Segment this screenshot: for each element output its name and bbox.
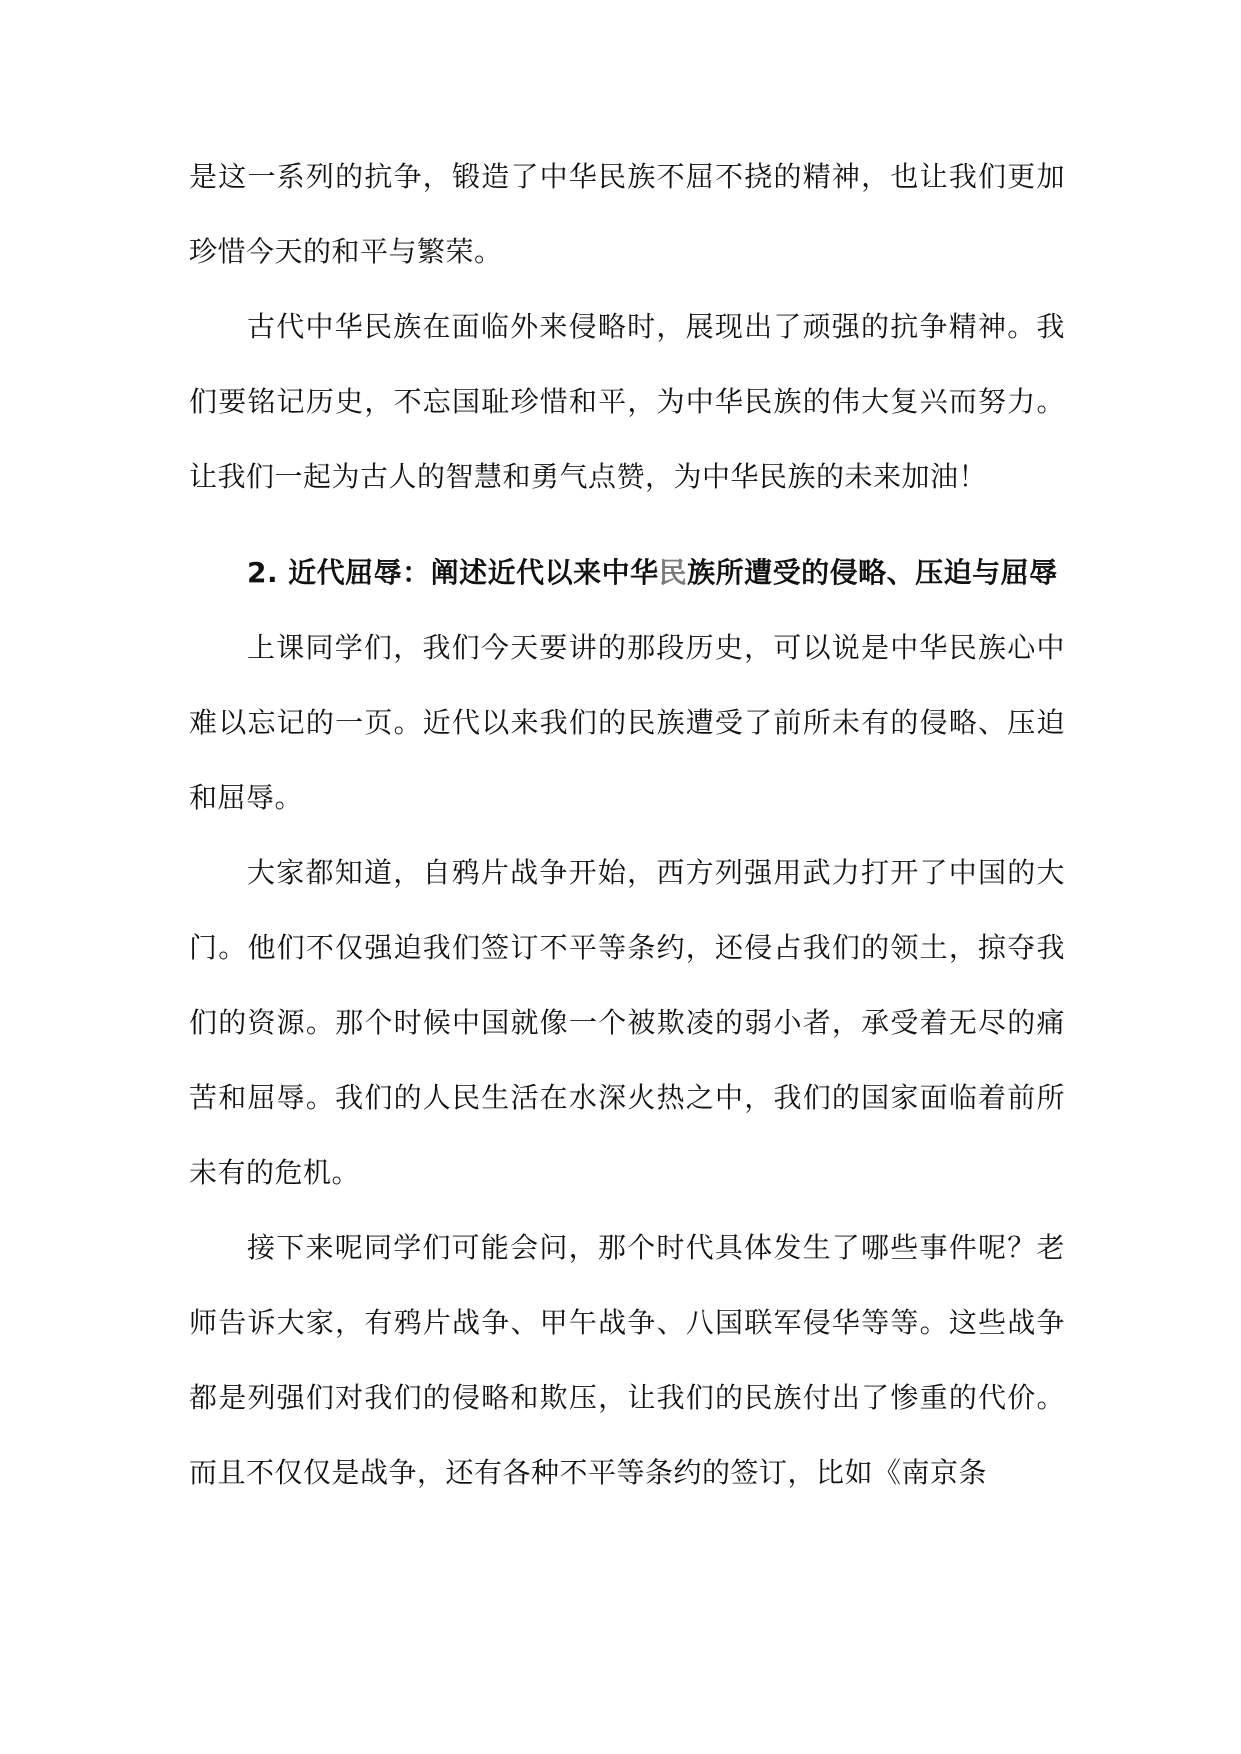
document-body (189, 139, 1065, 1510)
paragraph-1: 是这一系列的抗争，锻造了中华民族不屈不挠的精神，也让我们更加珍惜今天的和平与繁荣。 (189, 160, 1065, 268)
paragraph-3: 上课同学们，我们今天要讲的那段历史，可以说是中华民族心中难以忘记的一页。近代以来我们的民族遭受了前所未有的侵略、压迫和屈辱。 (189, 631, 1065, 814)
heading-text-highlight: 民 (658, 556, 688, 589)
paragraph-4: 大家都知道，自鸦片战争开始，西方列强用武力打开了中国的大门。他们不仅强迫我们签订不平等条约，还侵占我们的领土，掠夺我们的资源。那个时候中国就像一个被欺凌的弱小者，承受着无尽的痛苦和屈辱。我们的人民生活在水深火热之中，我们的国家面临着前所未有的危机。 (189, 856, 1065, 1189)
heading-text-part-1: 近代屈辱：阐述近代以来中华 (288, 556, 659, 589)
paragraph-5: 接下来呢同学们可能会问，那个时代具体发生了哪些事件呢？老师告诉大家，有鸦片战争、甲午战争、八国联军侵华等等。这些战争都是列强们对我们的侵略和欺压，让我们的民族付出了惨重的代价。而且不仅仅是战争，还有各种不平等条约的签订，比如《南京条 (189, 1231, 1065, 1489)
paragraph-2: 古代中华民族在面临外来侵略时，展现出了顽强的抗争精神。我们要铭记历史，不忘国耻珍惜和平，为中华民族的伟大复兴而努力。让我们一起为古人的智慧和勇气点赞，为中华民族的未来加油！ (189, 310, 1065, 493)
heading-text-part-2: 族所遭受的侵略、压迫与屈辱 (687, 556, 1058, 589)
section-heading (189, 535, 1065, 610)
section-number: 2. (247, 556, 279, 589)
